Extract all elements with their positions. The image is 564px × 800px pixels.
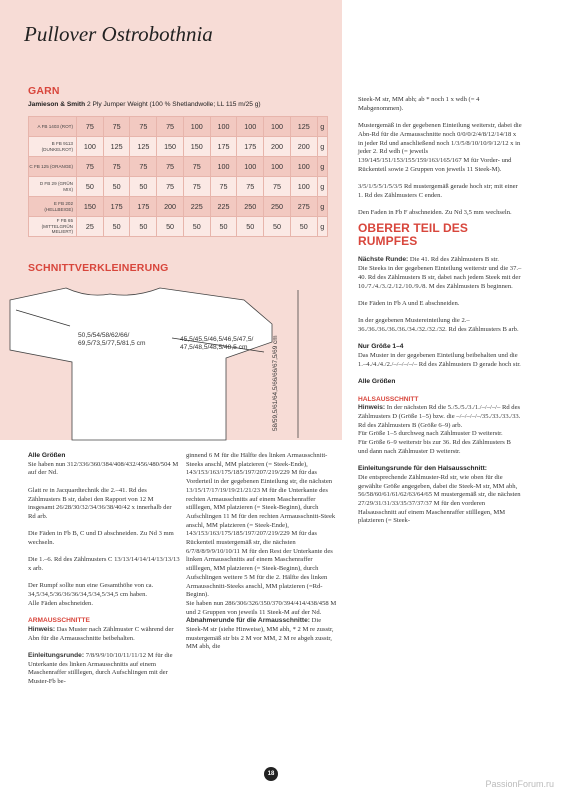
heading-armholes: ARMAUSSCHNITTE <box>28 617 90 625</box>
column-3 <box>358 96 522 535</box>
yarn-brand: Jamieson & Smith <box>28 101 86 108</box>
yarn-amount-cell: 100 <box>290 177 317 197</box>
yarn-amount-cell: 100 <box>237 117 264 137</box>
paragraph: Glatt re in Jacquardtechnik die 2.–41. Rd des Zählmusters B str, dabei den Rapport von 12 M insgesamt 26/28/30/32/34/36/38/40/42 x innerhalb der Rd arb. <box>28 486 172 520</box>
heading-sizes-1-4: Nur Größe 1–4 <box>358 343 404 351</box>
yarn-amount-cell: g <box>317 217 327 237</box>
paragraph: Den Faden in Fb F abschneiden. Zu Nd 3,5 mm wechseln. <box>358 209 512 217</box>
yarn-table <box>28 116 328 237</box>
paragraph: Für Größe 1–5 durchweg nach Zählmuster D weiterstr. <box>358 430 503 438</box>
yarn-row <box>29 137 328 157</box>
yarn-amount-cell: 50 <box>264 217 291 237</box>
paragraph: Die Steeks in der gegebenen Einteilung weiterstr und die 37.–40. Rd des Zählmusters B str, dabei nach jedem Steek mit der 10./7./4./3./2./12./10./9./8. M des Zählmusters B beginnen. <box>358 265 522 290</box>
yarn-amount-cell: 125 <box>103 137 130 157</box>
yarn-row <box>29 217 328 237</box>
paragraph: Alle Fäden abschneiden. <box>28 599 94 607</box>
yarn-amount-cell: 275 <box>290 197 317 217</box>
paragraph: Mustergemäß in der gegebenen Einteilung weiterstr, dabei die Abn-Rd für die Armausschnitte noch 0/0/0/2/4/8/12/14/18 x in jeder Rd und anschließend noch 1/3/5/8/10/10/9/12/12 x in jeder 2. Rd wdh (= jeweils 139/145/151/153/155/159/163/165/167 M für Vorder- und Rückenteil sowie 2 Gruppen von jeweils 11 Steek-M). <box>358 122 522 173</box>
yarn-amount-cell: 75 <box>157 117 184 137</box>
yarn-row <box>29 117 328 137</box>
yarn-amount-cell: 125 <box>290 117 317 137</box>
garn-heading: GARN <box>28 85 60 97</box>
yarn-amount-cell: 50 <box>237 217 264 237</box>
paragraph: Sie haben nun 312/336/360/384/408/432/456/480/504 M auf der Nd. <box>28 460 179 477</box>
yarn-amount-cell: 50 <box>290 217 317 237</box>
heading-upper-body: OBERER TEIL DES RUMPFES <box>358 220 468 248</box>
column-2 <box>186 452 338 661</box>
yarn-amount-cell: 150 <box>157 137 184 157</box>
yarn-amount-cell: 75 <box>77 157 104 177</box>
yarn-amount-cell: 75 <box>183 177 210 197</box>
yarn-amount-cell: 175 <box>237 137 264 157</box>
yarn-amount-cell: 100 <box>264 117 291 137</box>
yarn-amount-cell: g <box>317 117 327 137</box>
yarn-amount-cell: 75 <box>130 117 157 137</box>
yarn-row-label: F FB 65 (MITTELGRÜN MELIERT) <box>29 217 77 237</box>
yarn-amount-cell: 100 <box>210 117 237 137</box>
paragraph-decrease-round: Abnahmerunde für die Armausschnitte: Die Steek-M str (siehe Hinweise), MM abh, * 2 M re zusstr, mustergemäß str bis 2 M vor MM, 2 M re abgeh zusstr, MM abh, die <box>186 617 334 651</box>
yarn-amount-cell: 50 <box>77 177 104 197</box>
yarn-amount-cell: 75 <box>103 117 130 137</box>
heading-all-sizes: Alle Größen <box>28 452 66 459</box>
yarn-amount-cell: 150 <box>77 197 104 217</box>
yarn-amount-cell: 25 <box>77 217 104 237</box>
yarn-amount-cell: g <box>317 197 327 217</box>
yarn-amount-cell: 100 <box>183 117 210 137</box>
yarn-row-label: D FB 29 (GRÜN MIX) <box>29 177 77 197</box>
yarn-amount-cell: 100 <box>237 157 264 177</box>
sleeve-measure: 50,5/54/58/62/66/ 69,5/73,5/77,5/81,5 cm <box>78 332 146 347</box>
yarn-row <box>29 157 328 177</box>
paragraph: Steek-M str, MM abh; ab * noch 1 x wdh (= 4 Mabgenommen). <box>358 96 480 112</box>
sweater-outline <box>10 288 272 440</box>
yarn-amount-cell: 225 <box>183 197 210 217</box>
yarn-amount-cell: 75 <box>130 157 157 177</box>
paragraph: 3/5/1/5/5/1/5/3/5 Rd mustergemäß gerade hoch str; mit einer 1. Rd des Zählmusters C enden. <box>358 183 518 199</box>
yarn-row <box>29 177 328 197</box>
yarn-amount-cell: 50 <box>183 217 210 237</box>
yarn-amount-cell: 75 <box>183 157 210 177</box>
paragraph: Die Fäden in Fb B, C und D abschneiden. Zu Nd 3 mm wechseln. <box>28 530 174 546</box>
paragraph-hint: Hinweis: Das Muster nach Zählmuster C während der Abn für die Armausschnitte beibehalten. <box>28 625 174 642</box>
yarn-amount-cell: 100 <box>290 157 317 177</box>
yarn-row <box>29 197 328 217</box>
height-measure: 58/59,5/61/64,5/66/66/67,5/69 cm <box>272 335 279 431</box>
yarn-amount-cell: 225 <box>210 197 237 217</box>
width-measure: 45,5/45,5/46,5/46,5/47,5/ 47,5/48,5/48,5/48,5 cm <box>180 336 254 351</box>
paragraph-next-round: Nächste Runde: Die 41. Rd des Zählmusters B str. <box>358 256 499 264</box>
yarn-amount-cell: 175 <box>103 197 130 217</box>
yarn-amount-cell: 200 <box>290 137 317 157</box>
paragraph: Die entsprechende Zählmuster-Rd str, wie oben für die gewählte Größe angegeben, dabei die Steek-M str, MM abh, 56/58/60/61/61/62/63/64/65 M mustergemäß str, die nächsten 27/29/31/31/33/35/37/37/37 M für den vorderen Halsausschnitt auf einem Maschenraffer stilllegen, MM platzieren (= Steek- <box>358 473 521 525</box>
yarn-amount-cell: 75 <box>157 177 184 197</box>
paragraph: Das Muster in der gegebenen Einteilung beibehalten und die 1.–4./4./4./2./–/–/–/–/– Rd des Zählmusters D gerade hoch str. <box>358 352 521 368</box>
yarn-row-label: E FB 202 (HELLBEIGE) <box>29 197 77 217</box>
paragraph: Für Größe 6–9 weiterstr bis zur 36. Rd des Zählmusters B und dann nach Zählmuster D weiterstr. <box>358 439 511 455</box>
yarn-amount-cell: g <box>317 137 327 157</box>
schnitt-heading: SCHNITTVERKLEINERUNG <box>28 262 169 274</box>
yarn-amount-cell: 75 <box>157 157 184 177</box>
yarn-amount-cell: 175 <box>210 137 237 157</box>
yarn-amount-cell: 75 <box>77 117 104 137</box>
page-title: Pullover Ostrobothnia <box>24 22 213 46</box>
paragraph: ginnend 6 M für die Hälfte des linken Armausschnitt-Steeks anschl, MM platzieren (= Steek-Ende), 143/153/163/175/185/197/207/219/229 M für das Vorderteil in der gegebenen Einteilung str, die nächsten 13/15/17/17/19/19/21/21/23 M für die Unterkante des rechten Armausschnitts auf einem Maschenraffer stilllegen, MM platzieren (= Steek-Beginn), durch Aufschlingen 11 M für den rechten Armausschnitt-Steek anschl, MM platzieren (= Steek-Ende), 143/153/163/175/185/197/207/219/229 M für das Rückenteil mustergemäß str, die nächsten 6/7/8/8/9/9/10/10/11 M für den Rest der Unterkante des linken Armausschnitts auf einem Maschenraffer stilllegen, MM platzieren (= Steek-Beginn), durch Aufschlingen weitere 5 M für die 2. Hälfte des linken Armausschnitt-Steeks anschl, MM platzieren (=Rd-Beginn). <box>186 452 336 599</box>
yarn-amount-cell: 100 <box>210 157 237 177</box>
yarn-amount-cell: 50 <box>103 177 130 197</box>
paragraph-hint-2: Hinweis: In der nächsten Rd die 5./5./5./3./1./–/–/–/– Rd des Zählmusters D (Größe 1–5) bzw. die –/–/–/–/–/35./33./33./33. Rd des Zählmusters B (Größe 6–9) arb. <box>358 404 521 429</box>
yarn-description <box>28 101 261 108</box>
yarn-amount-cell: 100 <box>264 157 291 177</box>
paragraph-setup-round: Einleitungsrunde: 7/8/9/9/10/10/11/11/12 M für die Unterkante des linken Armausschnitts auf einem Maschenraffer stilllegen, durch Aufschlingen mit der Muster-Fb be- <box>28 652 173 686</box>
heading-neckline-setup: Einleitungsrunde für den Halsausschnitt: <box>358 465 487 473</box>
yarn-amount-cell: 50 <box>157 217 184 237</box>
paragraph: In der gegebenen Mustereinteilung die 2.–36./36./36./36./36./34./32./32./32. Rd des Zählmusters B arb. <box>358 317 519 334</box>
heading-neckline: HALSAUSSCHNITT <box>358 395 419 403</box>
yarn-amount-cell: 150 <box>183 137 210 157</box>
yarn-amount-cell: 200 <box>157 197 184 217</box>
yarn-row-label: B FB 9113 (DUNKELROT) <box>29 137 77 157</box>
paragraph: Die 1.–6. Rd des Zählmusters C 13/13/14/14/14/13/13/13 x arb. <box>28 556 180 573</box>
yarn-amount-cell: 50 <box>103 217 130 237</box>
yarn-spec: 2 Ply Jumper Weight (100 % Shetlandwolle; LL 115 m/25 g) <box>87 101 261 108</box>
page-number: 18 <box>264 767 278 781</box>
yarn-amount-cell: 100 <box>77 137 104 157</box>
yarn-amount-cell: 75 <box>210 177 237 197</box>
yarn-amount-cell: 75 <box>103 157 130 177</box>
garment-schematic <box>0 280 342 445</box>
yarn-row-label: A FB 1403 (ROT) <box>29 117 77 137</box>
yarn-amount-cell: 175 <box>130 197 157 217</box>
heading-all-sizes-2: Alle Größen <box>358 378 396 386</box>
column-1 <box>28 452 180 696</box>
yarn-amount-cell: 250 <box>264 197 291 217</box>
paragraph: Die Fäden in Fb A und E abschneiden. <box>358 299 460 307</box>
yarn-amount-cell: 75 <box>264 177 291 197</box>
yarn-amount-cell: 250 <box>237 197 264 217</box>
yarn-amount-cell: 50 <box>210 217 237 237</box>
yarn-amount-cell: 125 <box>130 137 157 157</box>
yarn-amount-cell: g <box>317 177 327 197</box>
yarn-amount-cell: g <box>317 157 327 177</box>
paragraph: Der Rumpf sollte nun eine Gesamthöhe von ca. 34,5/34,5/36/36/36/34,5/34,5/34,5 cm haben. <box>28 582 154 599</box>
yarn-amount-cell: 75 <box>237 177 264 197</box>
yarn-amount-cell: 200 <box>264 137 291 157</box>
yarn-amount-cell: 50 <box>130 217 157 237</box>
paragraph: Sie haben nun 286/306/326/350/370/394/414/438/458 M und 2 Gruppen von jeweils 11 Steek-M auf der Nd. <box>186 599 337 616</box>
yarn-row-label: C FB 125 (ORANGE) <box>29 157 77 177</box>
watermark: PassionForum.ru <box>485 779 554 789</box>
yarn-amount-cell: 50 <box>130 177 157 197</box>
